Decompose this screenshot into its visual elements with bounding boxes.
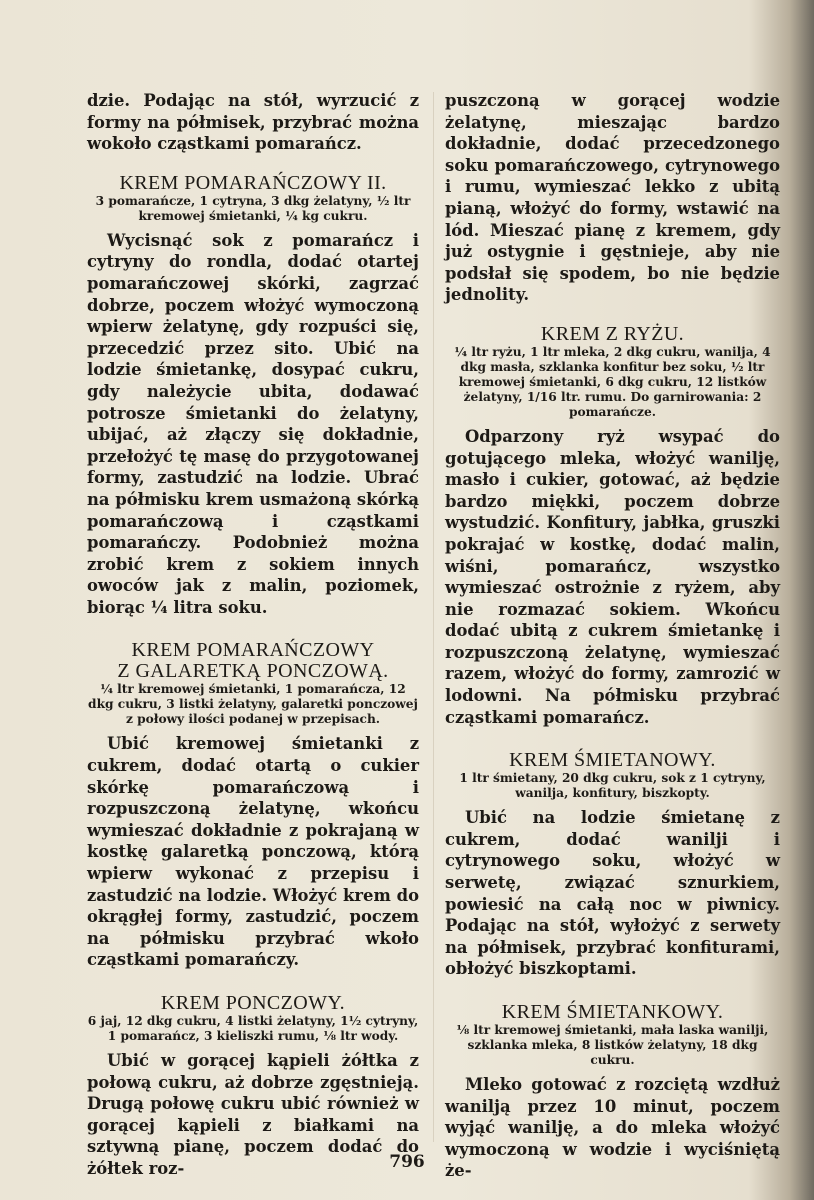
recipe-title-krem-ponczowy: KREM PONCZOWY. <box>160 992 346 1014</box>
paragraph-continuation: puszczoną w gorącej wodzie żelatynę, mieszając bardzo dokładnie, dodać przecedzonego soku pomarańczowego, cytrynowego i rumu, wymieszać lekko z ubitą pianą, włożyć do formy, wstawić na lód. Mieszać pianę z kremem, gdy już ostygnie i gęstnieje, aby nie podsłał się spodem, bo nie będzie jednolity. <box>445 91 780 305</box>
recipe-instructions: Ubić na lodzie śmietanę z cukrem, dodać wanilji i cytrynowego soku, włożyć w serwetę, związać sznurkiem, powiesić na całą noc w piwnicy. Podając na stół, wyłożyć z serwety na półmisek, przybrać konfiturami, obłożyć biszkoptami. <box>445 808 780 979</box>
recipe-title-line-2: Z GALARETKĄ PONCZOWĄ. <box>117 660 389 683</box>
recipe-title-line-1: KREM POMARAŃCZOWY <box>131 639 375 662</box>
right-column <box>445 90 780 1182</box>
recipe-instructions: Ubić kremowej śmietanki z cukrem, dodać otartą o cukier skórkę pomarańczową i rozpuszczoną żelatynę, wkońcu wymieszać dokładnie z pokrajaną w kostkę galaretką ponczową, którą wpierw wykonać z przepisu i zastudzić na lodzie. Włożyć krem do okrągłej formy, zastudzić, poczem na półmisku przybrać wkoło cząstkami pomarańczy. <box>87 734 419 970</box>
recipe-ingredients: 6 jaj, 12 dkg cukru, 4 listki żelatyny, 1½ cytryny, 1 pomarańcz, 3 kieliszki rumu, ⅛ ltr wody. <box>87 1014 419 1043</box>
paragraph-continuation: dzie. Podając na stół, wyrzucić z formy na półmisek, przybrać można wokoło cząstkami pomarańcz. <box>87 91 419 154</box>
column-divider <box>433 92 434 1142</box>
recipe-title-krem-z-ryzu: KREM Z RYŻU. <box>540 322 685 345</box>
recipe-instructions: Ubić w gorącej kąpieli żółtka z połową cukru, aż dobrze zgęstnieją. Drugą połowę cukru ubić również w gorącej kąpieli z białkami na sztywną pianę, poczem dodać do żółtek roz- <box>87 1051 419 1178</box>
recipe-ingredients: ¼ ltr kremowej śmietanki, 1 pomarańcza, 12 dkg cukru, 3 listki żelatyny, galaretki ponczowej z połowy ilości podanej w przepisach. <box>88 682 418 727</box>
recipe-instructions: Wycisnąć sok z pomarańcz i cytryny do rondla, dodać otartej pomarańczowej skórki, zagrzać dobrze, poczem włożyć wymoczoną wpierw żelatynę, gdy rozpuści się, przecedzić przez sito. Ubić na lodzie śmietankę, dosypać cukru, gdy należycie ubita, dodawać potrosze śmietanki do żelatyny, ubijać, aż złączy się dokładnie, przełożyć tę masę do przygotowanej formy, zastudzić na lodzie. Ubrać na półmisku krem usmażoną skórką pomarańczową i cząstkami pomarańczy. Podobnież można zrobić krem z sokiem innych owoców jak z malin, poziomek, biorąc ¼ litra soku. <box>87 230 419 617</box>
recipe-ingredients: ¼ ltr ryżu, 1 ltr mleka, 2 dkg cukru, wanilja, 4 dkg masła, szklanka konfitur bez soku, ½ ltr kremowej śmietanki, 6 dkg cukru, 12 listków żelatyny, 1/16 ltr. rumu. Do garnirowania: 2 pomarańcze. <box>454 344 771 419</box>
recipe-ingredients: 3 pomarańcze, 1 cytryna, 3 dkg żelatyny, ½ ltr kremowej śmietanki, ¼ kg cukru. <box>95 193 411 223</box>
recipe-ingredients: ⅛ ltr kremowej śmietanki, mała laska wanilji, szklanka mleka, 8 listków żelatyny, 18 dkg cukru. <box>456 1023 769 1067</box>
recipe-title-krem-smietanowy: KREM ŚMIETANOWY. <box>509 749 716 772</box>
recipe-instructions: Odparzony ryż wsypać do gotującego mleka, włożyć wanilję, masło i cukier, gotować, aż będzie bardzo miękki, poczem dobrze wystudzić. Konfitury, jabłka, gruszki pokrajać w kostkę, dodać malin, wiśni, pomarańcz, wszystko wymieszać ostrożnie z ryżem, aby nie rozmazać sokiem. Wkońcu dodać ubitą z cukrem śmietankę i rozpuszczoną żelatynę, wymieszać razem, włożyć do formy, zamrozić w lodowni. Na półmisku przybrać cząstkami pomarańcz. <box>445 426 780 727</box>
recipe-title-krem-pomaranczowy-galaretka <box>87 640 419 682</box>
recipe-ingredients: 1 ltr śmietany, 20 dkg cukru, sok z 1 cytryny, wanilja, konfitury, biszkopty. <box>459 771 766 801</box>
recipe-title-krem-smietankowy: KREM ŚMIETANKOWY. <box>501 1001 724 1023</box>
recipe-title-krem-pomaranczowy-ii: KREM POMARAŃCZOWY II. <box>119 171 387 194</box>
left-column <box>87 90 419 1180</box>
recipe-instructions: Mleko gotować z rozciętą wzdłuż wanilją przez 10 minut, poczem wyjąć wanilję, a do mleka włożyć wymoczoną w wodzie i wyciśniętą że- <box>445 1075 780 1181</box>
page-number: 796 <box>389 1152 425 1172</box>
